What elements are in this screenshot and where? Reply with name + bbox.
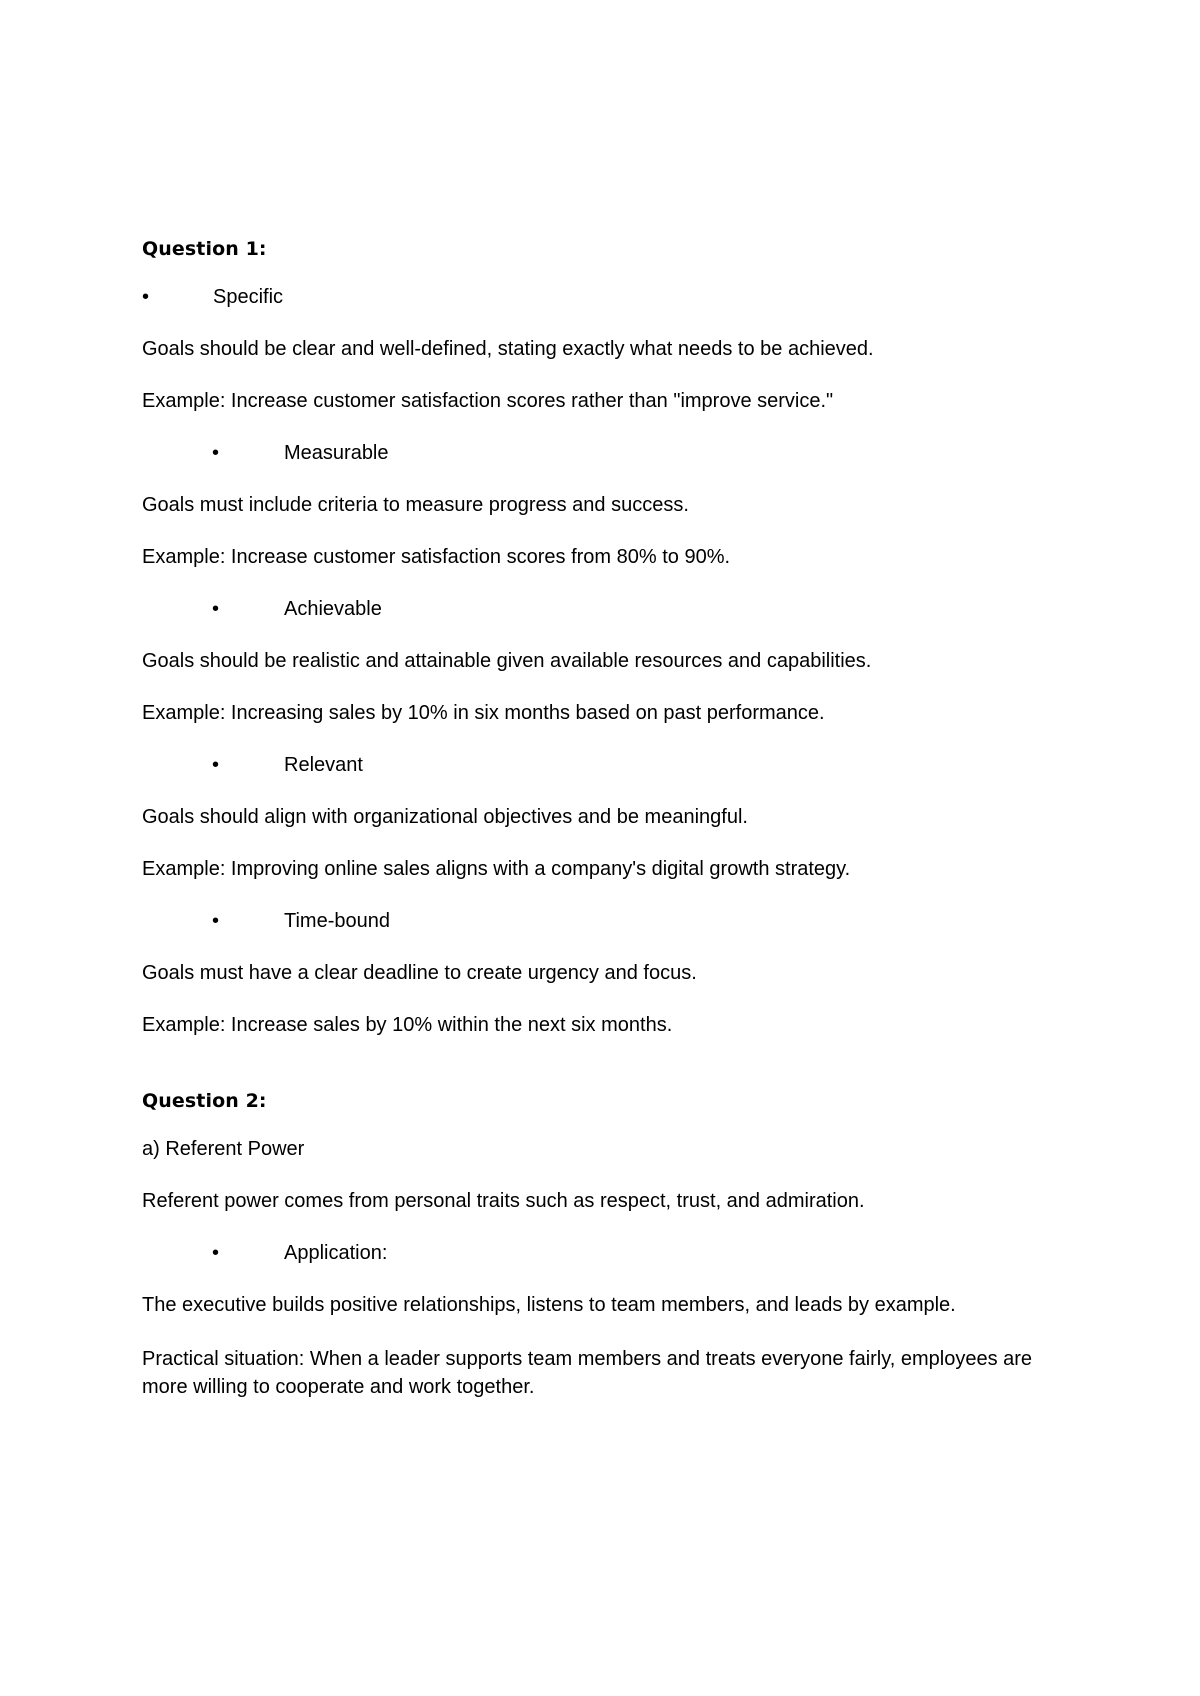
item-label: Application: [284,1242,388,1264]
item-description: Goals should align with organizational objectives and be meaningful. [142,806,748,828]
list-item-application [142,1241,1062,1265]
application-text: The executive builds positive relationships, listens to team members, and leads by example. [142,1294,956,1316]
list-item-measurable [142,441,1062,465]
list-item-relevant [142,753,1062,777]
referent-power-subheading: a) Referent Power [142,1138,305,1160]
referent-power-definition: Referent power comes from personal traits such as respect, trust, and admiration. [142,1190,865,1212]
item-label: Time-bound [284,910,390,932]
item-example: Example: Increasing sales by 10% in six months based on past performance. [142,702,825,724]
document-content [142,237,1062,1429]
list-item-achievable [142,597,1062,621]
item-label: Achievable [284,598,382,620]
item-description: Goals should be clear and well-defined, stating exactly what needs to be achieved. [142,338,874,360]
question-2-heading: Question 2: [142,1090,267,1112]
item-description: Goals must have a clear deadline to create urgency and focus. [142,962,697,984]
item-label: Measurable [284,442,389,464]
bullet-icon: • [212,442,220,464]
item-description: Goals must include criteria to measure progress and success. [142,494,689,516]
item-example: Example: Increase sales by 10% within the next six months. [142,1014,673,1036]
question-1-heading: Question 1: [142,238,267,260]
bullet-icon: • [212,910,220,932]
bullet-icon: • [212,754,220,776]
item-example: Example: Increase customer satisfaction scores from 80% to 90%. [142,546,731,568]
item-example: Example: Increase customer satisfaction scores rather than "improve service." [142,390,834,412]
item-example: Example: Improving online sales aligns with a company's digital growth strategy. [142,858,851,880]
item-description: Goals should be realistic and attainable given available resources and capabilities. [142,650,872,672]
practical-situation: Practical situation: When a leader supports team members and treats everyone fairly, employees are more willing to cooperate and work together. [142,1348,1033,1398]
bullet-icon: • [142,286,150,308]
item-label: Specific [213,286,284,308]
list-item-specific [142,285,1062,309]
bullet-icon: • [212,1242,220,1264]
item-label: Relevant [284,754,363,776]
list-item-time-bound [142,909,1062,933]
bullet-icon: • [212,598,220,620]
